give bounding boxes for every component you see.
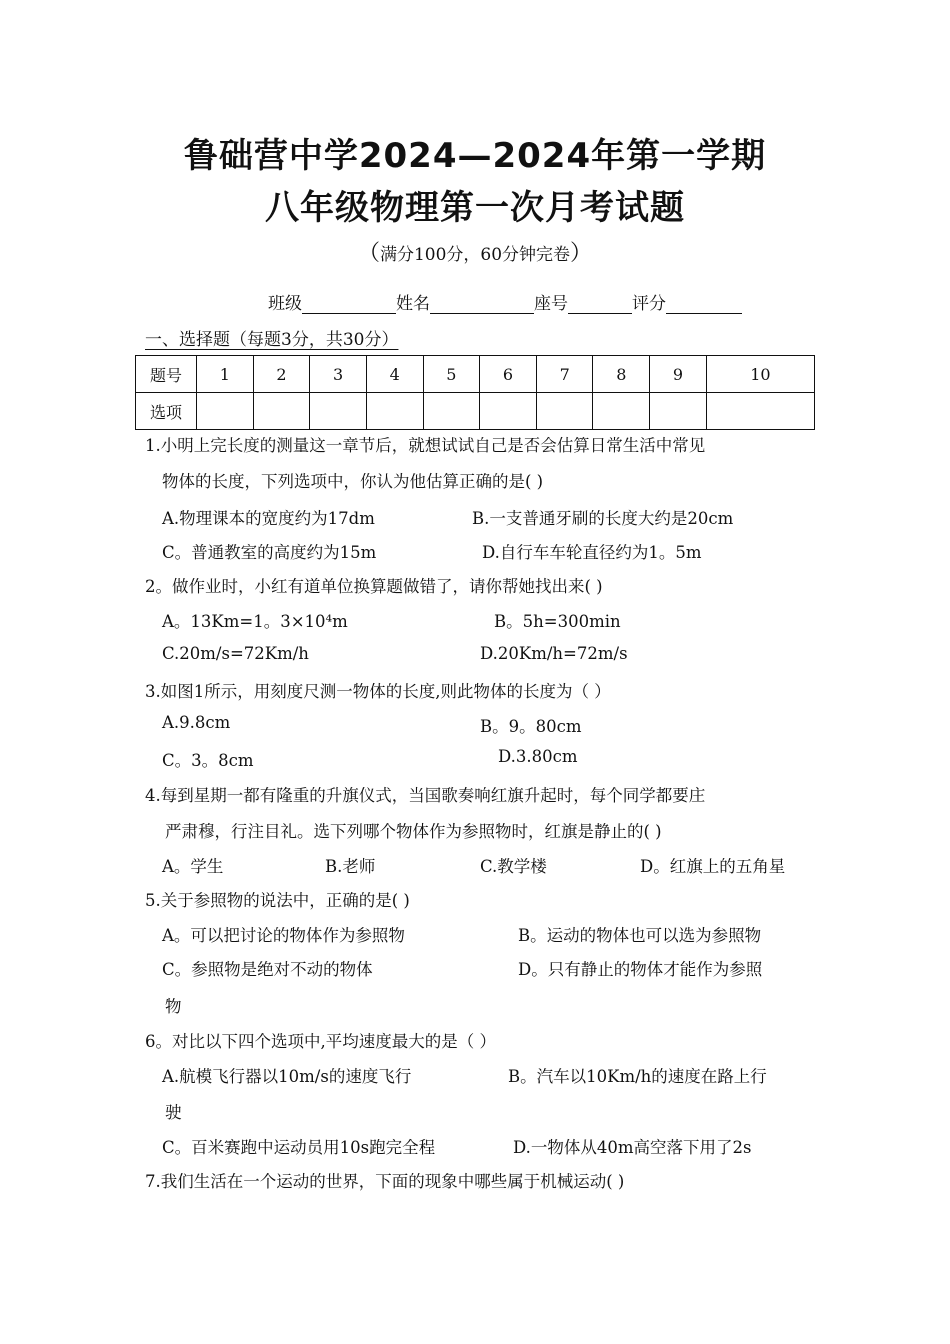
q4-option-a: A。学生: [162, 857, 224, 876]
answer-table-number-row: [136, 356, 815, 393]
answer-cell[interactable]: [197, 393, 254, 430]
q4-option-b: B.老师: [325, 857, 376, 876]
q3-option-d: D.3.80cm: [498, 747, 578, 766]
q6-option-a: A.航模飞行器以10m/s的速度飞行: [162, 1067, 412, 1086]
q2-stem: 2。做作业时，小红有道单位换算题做错了，请你帮她找出来( ): [145, 577, 603, 596]
q1-stem-line1: 1.小明上完长度的测量这一章节后，就想试试自己是否会估算日常生活中常见: [145, 436, 706, 455]
answer-cell[interactable]: [480, 393, 537, 430]
q7-stem: 7.我们生活在一个运动的世界，下面的现象中哪些属于机械运动( ): [145, 1172, 625, 1191]
q6-option-b-continued: 驶: [165, 1103, 182, 1122]
q5-option-b: B。运动的物体也可以选为参照物: [518, 926, 762, 945]
question-number-cell: 9: [650, 356, 707, 393]
q4-stem-line1: 4.每到星期一都有隆重的升旗仪式，当国歌奏响红旗升起时，每个同学都要庄: [145, 786, 706, 805]
class-label: 班级: [268, 294, 302, 314]
class-blank[interactable]: [302, 293, 396, 314]
student-info-line: [268, 289, 742, 314]
question-number-cell: 6: [480, 356, 537, 393]
answer-cell[interactable]: [650, 393, 707, 430]
q4-stem-line2: 严肃穆，行注目礼。选下列哪个物体作为参照物时，红旗是静止的( ): [165, 822, 662, 841]
q5-stem: 5.关于参照物的说法中，正确的是( ): [145, 891, 410, 910]
q2-option-c: C.20m/s=72Km/h: [162, 644, 309, 663]
name-blank[interactable]: [430, 293, 534, 314]
q6-option-d: D.一物体从40m高空落下用了2s: [513, 1138, 752, 1157]
q1-option-b: B.一支普通牙刷的长度大约是20cm: [472, 509, 734, 528]
q6-stem: 6。对比以下四个选项中,平均速度最大的是（ ）: [145, 1032, 496, 1051]
q6-option-b: B。汽车以10Km/h的速度在路上行: [508, 1067, 767, 1086]
question-number-cell: 10: [706, 356, 814, 393]
q3-stem: 3.如图1所示，用刻度尺测一物体的长度,则此物体的长度为（ ）: [145, 682, 611, 701]
answer-table: [135, 355, 815, 430]
question-number-cell: 1: [197, 356, 254, 393]
name-label: 姓名: [396, 294, 430, 314]
answer-cell[interactable]: [706, 393, 814, 430]
exam-title-line2: 八年级物理第一次月考试题: [265, 188, 685, 228]
q5-option-d-continued: 物: [165, 997, 182, 1016]
answer-cell[interactable]: [536, 393, 593, 430]
q1-option-a: A.物理课本的宽度约为17dm: [162, 509, 375, 528]
exam-title-line1: 鲁础营中学2024—2024年第一学期: [183, 136, 767, 176]
question-number-cell: 4: [366, 356, 423, 393]
question-number-cell: 7: [536, 356, 593, 393]
score-label: 评分: [632, 294, 666, 314]
q2-option-b: B。5h=300min: [494, 612, 621, 631]
section-heading: 一、选择题（每题3分，共30分）: [145, 330, 399, 350]
answer-cell[interactable]: [366, 393, 423, 430]
question-number-cell: 5: [423, 356, 480, 393]
seat-label: 座号: [534, 294, 568, 314]
q5-option-d: D。只有静止的物体才能作为参照: [518, 960, 763, 979]
q6-option-c: C。百米赛跑中运动员用10s跑完全程: [162, 1138, 436, 1157]
answer-cell[interactable]: [253, 393, 310, 430]
answer-cell[interactable]: [423, 393, 480, 430]
answer-cell[interactable]: [310, 393, 367, 430]
q1-option-c: C。普通教室的高度约为15m: [162, 543, 377, 562]
seat-blank[interactable]: [568, 293, 632, 314]
answer-table-choice-row: [136, 393, 815, 430]
q5-option-c: C。参照物是绝对不动的物体: [162, 960, 373, 979]
q1-option-d: D.自行车车轮直径约为1。5m: [482, 543, 702, 562]
q3-option-b: B。9。80cm: [480, 717, 582, 736]
question-number-cell: 2: [253, 356, 310, 393]
q3-option-a: A.9.8cm: [162, 713, 231, 732]
number-row-header: 题号: [136, 356, 197, 393]
q4-option-c: C.教学楼: [480, 857, 547, 876]
choice-row-header: 选项: [136, 393, 197, 430]
question-number-cell: 8: [593, 356, 650, 393]
q4-option-d: D。红旗上的五角星: [640, 857, 786, 876]
q2-option-a: A。13Km=1。3×10⁴m: [162, 612, 348, 631]
question-number-cell: 3: [310, 356, 367, 393]
q5-option-a: A。可以把讨论的物体作为参照物: [162, 926, 405, 945]
q2-option-d: D.20Km/h=72m/s: [480, 644, 628, 663]
q3-option-c: C。3。8cm: [162, 751, 254, 770]
answer-cell[interactable]: [593, 393, 650, 430]
score-blank[interactable]: [666, 293, 742, 314]
exam-subtitle: （满分100分，60分钟完卷）: [357, 241, 593, 266]
q1-stem-line2: 物体的长度，下列选项中，你认为他估算正确的是( ): [162, 472, 544, 491]
subtitle-text: 满分100分，60分钟完卷: [379, 245, 571, 265]
